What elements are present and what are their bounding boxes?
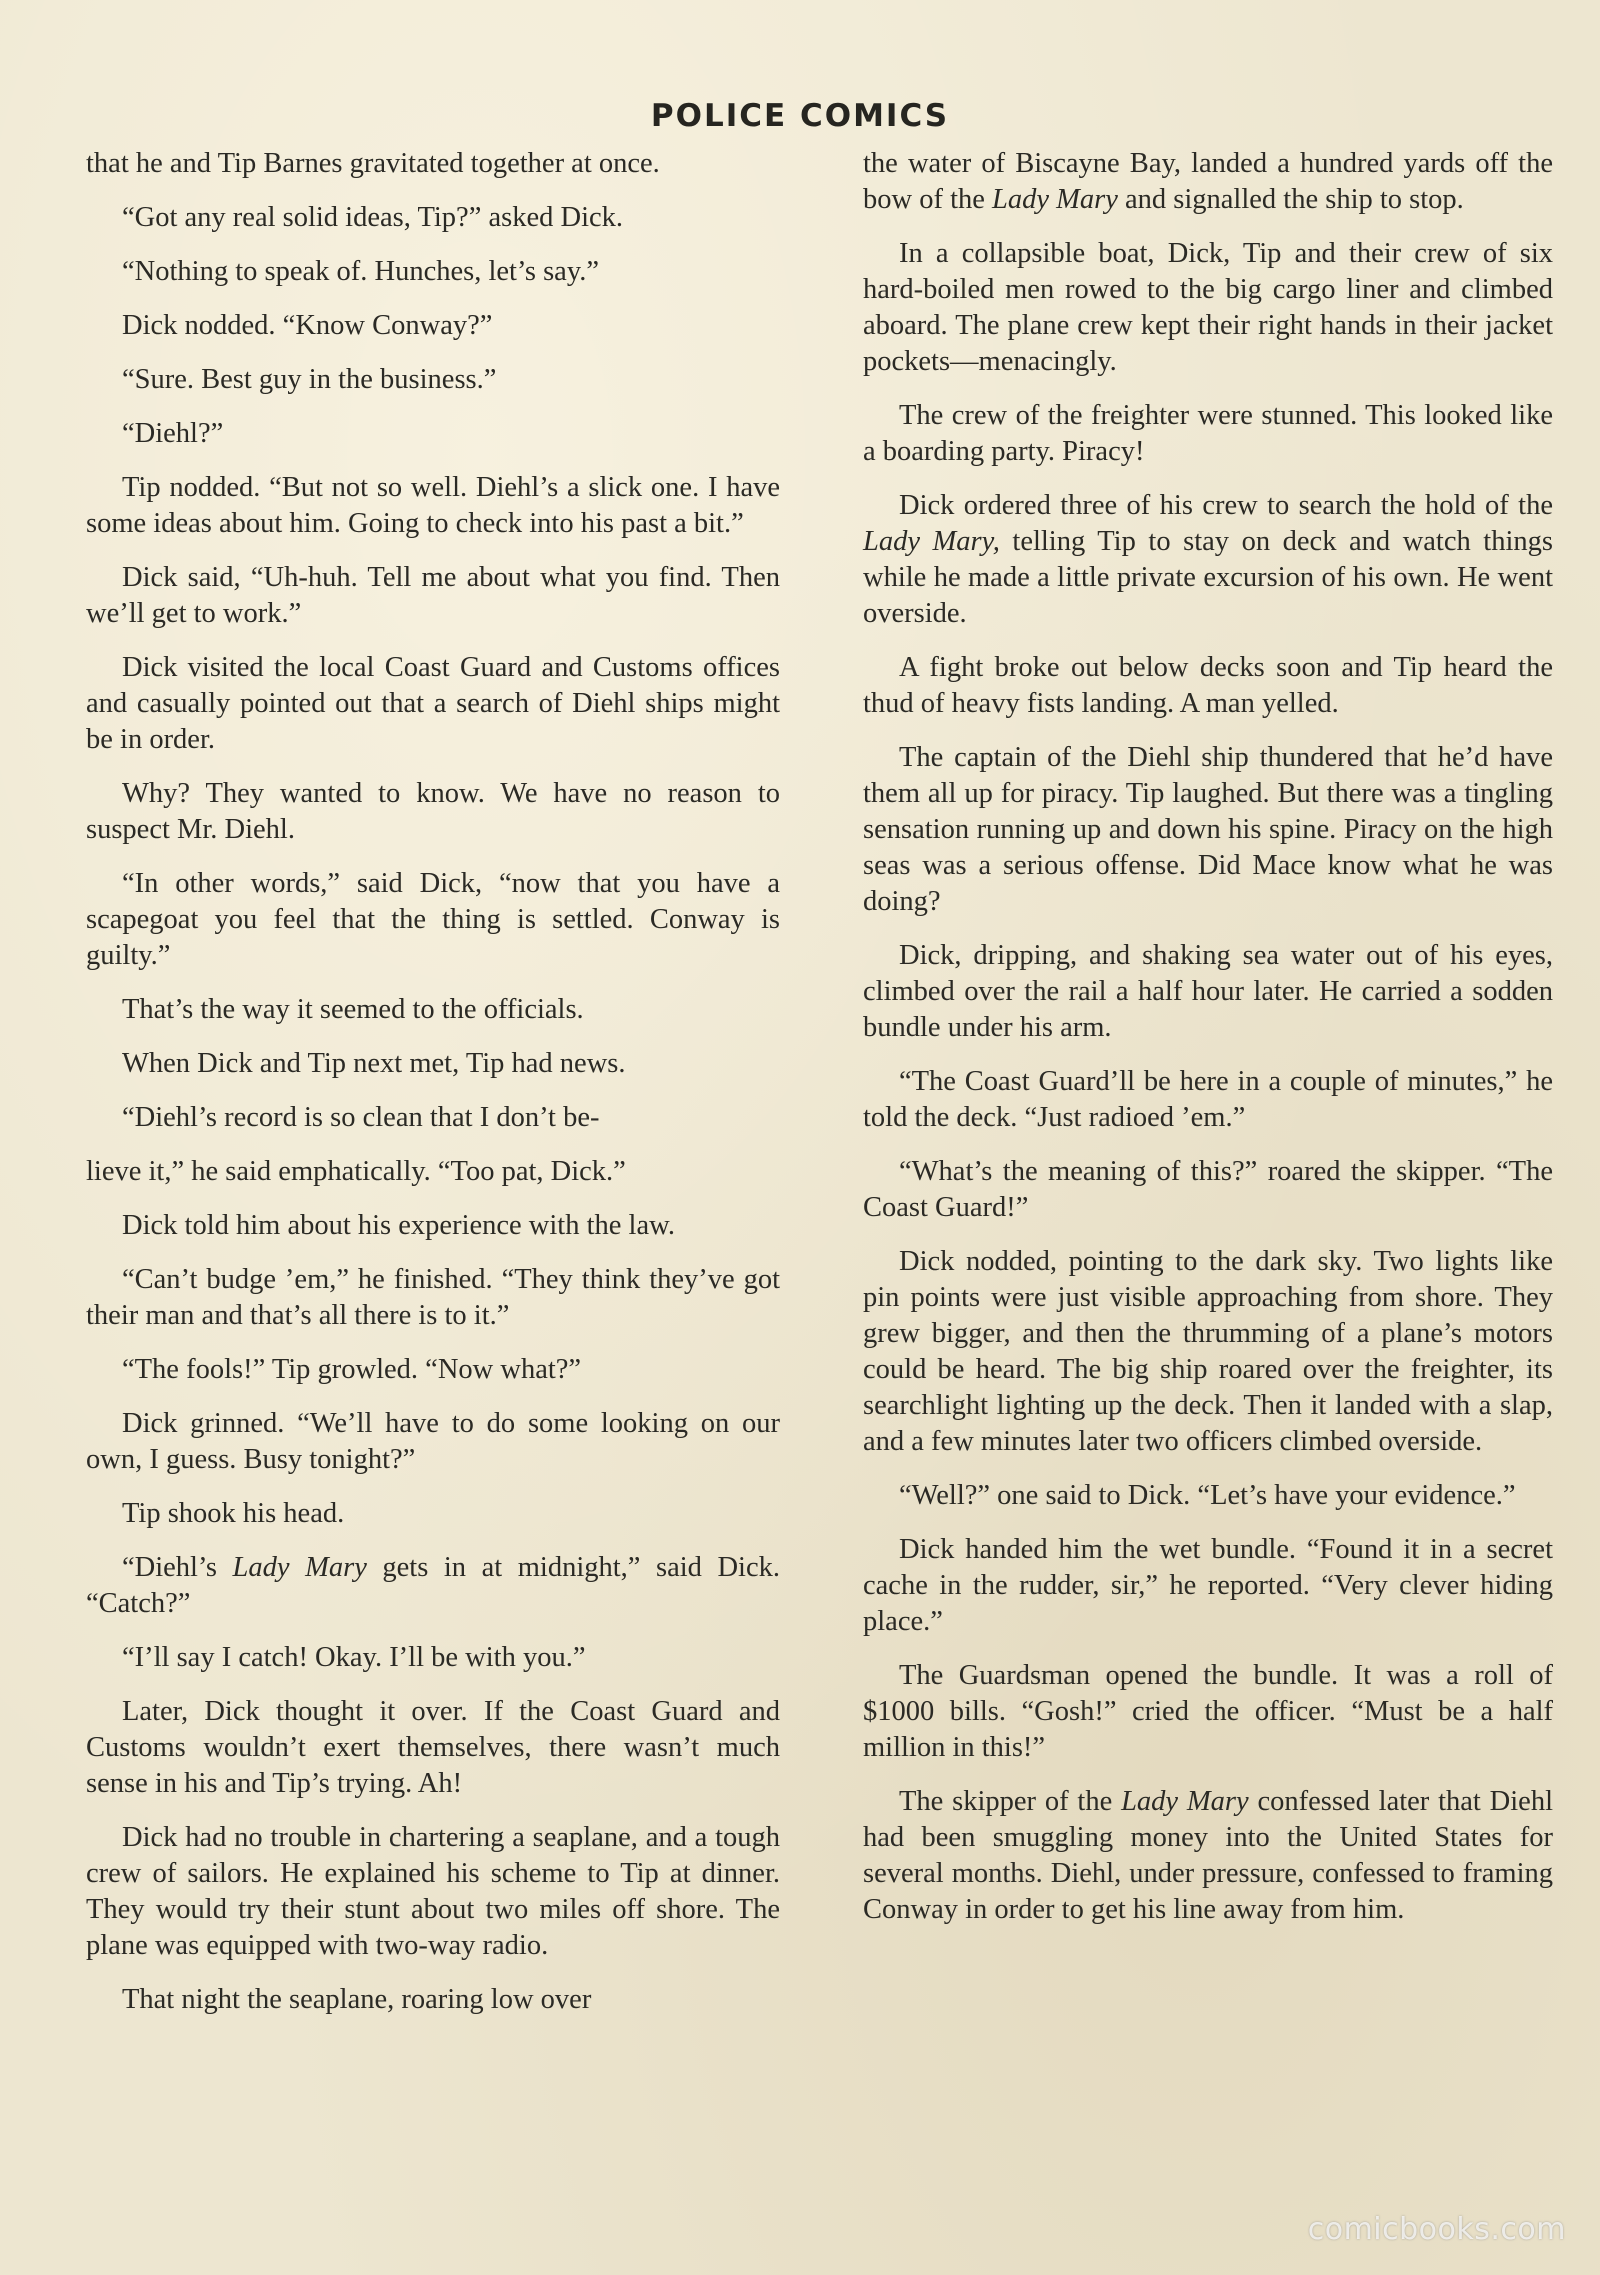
- paragraph: Dick handed him the wet bundle. “Found it in a secret cache in the rudder, sir,” he reported. “Very clever hiding place.”: [863, 1534, 1553, 1637]
- paragraph-text: the water of Biscayne Bay, landed a hundred yards off the bow of the: [863, 148, 1553, 215]
- paragraph: When Dick and Tip next met, Tip had news.: [122, 1048, 626, 1079]
- paragraph: [863, 146, 1553, 218]
- paragraph: Dick told him about his experience with the law.: [122, 1210, 675, 1241]
- paragraph: The Guardsman opened the bundle. It was a roll of $1000 bills. “Gosh!” cried the officer. “Must be a half million in this!”: [863, 1660, 1553, 1763]
- paragraph: “What’s the meaning of this?” roared the skipper. “The Coast Guard!”: [863, 1156, 1553, 1223]
- paragraph: “Sure. Best guy in the business.”: [122, 364, 497, 395]
- ship-name: Lady Mary: [1121, 1786, 1249, 1817]
- paragraph: Why? They wanted to know. We have no reason to suspect Mr. Diehl.: [86, 778, 780, 845]
- paragraph: Later, Dick thought it over. If the Coast Guard and Customs wouldn’t exert themselves, there wasn’t much sense in his and Tip’s trying. Ah!: [86, 1696, 780, 1799]
- right-column: [863, 146, 1553, 1946]
- paragraph-text: “Diehl’s: [122, 1552, 233, 1583]
- watermark: comicbooks.com: [1307, 2212, 1566, 2247]
- ship-name: Lady Mary,: [863, 526, 1000, 557]
- paragraph: “I’ll say I catch! Okay. I’ll be with you.”: [122, 1642, 586, 1673]
- paragraph: That’s the way it seemed to the officials.: [122, 994, 584, 1025]
- paragraph: “The Coast Guard’ll be here in a couple of minutes,” he told the deck. “Just radioed ’em.”: [863, 1066, 1553, 1133]
- paragraph: “Diehl?”: [122, 418, 224, 449]
- paragraph: Dick had no trouble in chartering a seaplane, and a tough crew of sailors. He explained his scheme to Tip at dinner. They would try their stunt about two miles off shore. The plane was equipped with two-way radio.: [86, 1822, 780, 1961]
- paragraph: Dick, dripping, and shaking sea water out of his eyes, climbed over the rail a half hour later. He carried a sodden bundle under his arm.: [863, 940, 1553, 1043]
- paragraph: “Diehl’s record is so clean that I don’t be-: [122, 1102, 600, 1133]
- paragraph: Dick nodded. “Know Conway?”: [122, 310, 493, 341]
- paragraph: “The fools!” Tip growled. “Now what?”: [122, 1354, 582, 1385]
- paragraph: Dick visited the local Coast Guard and Customs offices and casually pointed out that a search of Diehl ships might be in order.: [86, 652, 780, 755]
- paragraph-text: Dick ordered three of his crew to search the hold of the: [899, 490, 1553, 521]
- paragraph: In a collapsible boat, Dick, Tip and their crew of six hard-boiled men rowed to the big cargo liner and climbed aboard. The plane crew kept their right hands in their jacket pockets—menacingly.: [863, 238, 1553, 377]
- paragraph-text: confessed later that Diehl had been smuggling money into the United States for several months. Diehl, under pressure, confessed to framing Conway in order to get his line away from him.: [863, 1786, 1553, 1925]
- paragraph: [863, 488, 1553, 632]
- ship-name: Lady Mary: [232, 1552, 367, 1583]
- paragraph: Dick nodded, pointing to the dark sky. Two lights like pin points were just visible approaching from shore. They grew bigger, and then the thrumming of a plane’s motors could be heard. The big ship roared over the freighter, its searchlight lighting up the deck. Then it landed with a slap, and a few minutes later two officers climbed overside.: [863, 1246, 1553, 1457]
- paragraph: lieve it,” he said emphatically. “Too pat, Dick.”: [86, 1156, 626, 1187]
- paragraph: “Can’t budge ’em,” he finished. “They think they’ve got their man and that’s all there is to it.”: [86, 1264, 780, 1331]
- paragraph: [863, 1784, 1553, 1928]
- paragraph: “Well?” one said to Dick. “Let’s have your evidence.”: [899, 1480, 1516, 1511]
- paragraph-text: and signalled the ship to stop.: [1117, 184, 1464, 215]
- paragraph: A fight broke out below decks soon and Tip heard the thud of heavy fists landing. A man yelled.: [863, 652, 1553, 719]
- paragraph: “Nothing to speak of. Hunches, let’s say.”: [122, 256, 599, 287]
- left-column: [86, 146, 780, 2036]
- paragraph-text: The skipper of the: [899, 1786, 1122, 1817]
- paragraph-text: telling Tip to stay on deck and watch things while he made a little private excursion of his own. He went overside.: [863, 526, 1553, 629]
- paragraph: Dick grinned. “We’ll have to do some looking on our own, I guess. Busy tonight?”: [86, 1408, 780, 1475]
- ship-name: Lady Mary: [992, 184, 1118, 215]
- paragraph-text: gets in at midnight,” said Dick. “Catch?”: [86, 1552, 780, 1619]
- paragraph: [86, 1550, 780, 1622]
- paragraph: That night the seaplane, roaring low over: [122, 1984, 592, 2015]
- paragraph: “In other words,” said Dick, “now that you have a scapegoat you feel that the thing is settled. Conway is guilty.”: [86, 868, 780, 971]
- paragraph: “Got any real solid ideas, Tip?” asked Dick.: [122, 202, 624, 233]
- page-header: POLICE COMICS: [650, 98, 950, 134]
- paragraph: Dick said, “Uh-huh. Tell me about what you find. Then we’ll get to work.”: [86, 562, 780, 629]
- paragraph: Tip nodded. “But not so well. Diehl’s a slick one. I have some ideas about him. Going to check into his past a bit.”: [86, 472, 780, 539]
- paragraph: The captain of the Diehl ship thundered that he’d have them all up for piracy. Tip laughed. But there was a tingling sensation running up and down his spine. Piracy on the high seas was a serious offense. Did Mace know what he was doing?: [863, 742, 1553, 917]
- paragraph: Tip shook his head.: [122, 1498, 345, 1529]
- paragraph: The crew of the freighter were stunned. This looked like a boarding party. Piracy!: [863, 400, 1553, 467]
- paragraph: that he and Tip Barnes gravitated together at once.: [86, 148, 660, 179]
